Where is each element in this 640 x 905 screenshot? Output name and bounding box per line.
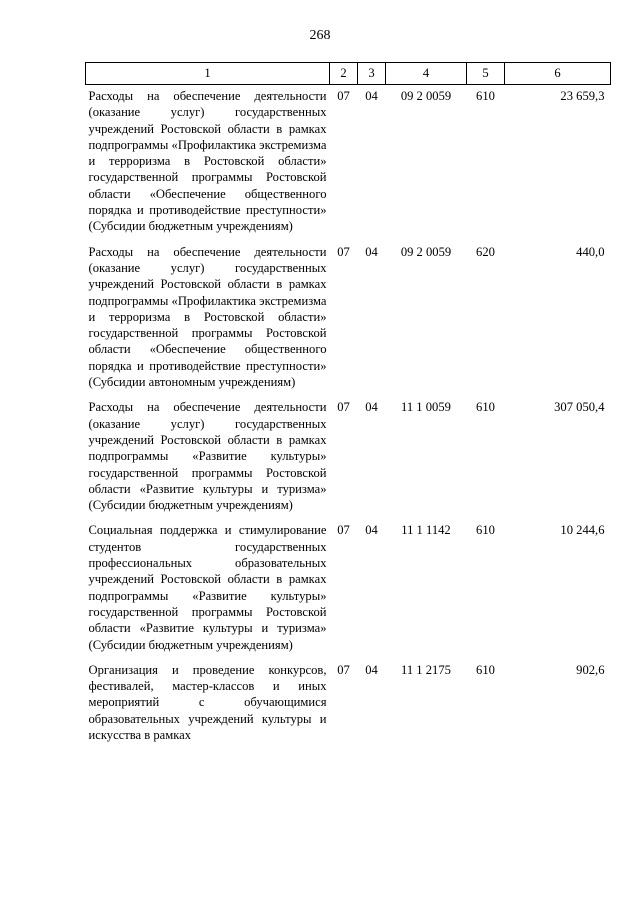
row-amount: 10 244,6 [560, 523, 605, 538]
row-description: Расходы на обеспечение деятельности (оказание услуг) государственных учреждений Ростовской области в рамках подпрограммы «Профилактика экстремизма и терроризма в Ростовской области» государственной программы Ростовской области «Обеспечение общественного порядка и противодействие преступности» (Субсидии бюджетным учреждениям) [88, 89, 327, 234]
row-amount: 440,0 [576, 244, 605, 259]
row-amount: 307 050,4 [554, 400, 605, 415]
row-section: 07 [337, 662, 350, 677]
row-target-article: 11 1 2175 [401, 662, 451, 677]
table-row [86, 238, 611, 394]
row-expense-type: 620 [476, 244, 495, 259]
row-subsection: 04 [365, 244, 378, 259]
page-number: 268 [309, 28, 331, 43]
header-col-1: 1 [86, 63, 330, 85]
row-target-article: 11 1 0059 [401, 400, 451, 415]
row-expense-type: 610 [476, 400, 495, 415]
header-col-2: 2 [330, 63, 358, 85]
header-col-5: 5 [467, 63, 505, 85]
row-section: 07 [337, 400, 350, 415]
table-row [86, 85, 611, 238]
header-col-4: 4 [386, 63, 467, 85]
header-col-6: 6 [505, 63, 611, 85]
row-target-article: 09 2 0059 [400, 89, 452, 103]
row-section: 07 [337, 523, 350, 538]
table-row [86, 656, 611, 746]
row-section: 07 [337, 89, 350, 103]
header-col-3: 3 [358, 63, 386, 85]
budget-table [85, 62, 611, 746]
row-amount: 902,6 [576, 662, 605, 677]
row-expense-type: 610 [476, 89, 495, 103]
row-description: Расходы на обеспечение деятельности (оказание услуг) государственных учреждений Ростовской области в рамках подпрограммы «Развитие культуры» государственной программы Ростовской области «Развитие культуры и туризма» (Субсидии бюджетным учреждениям) [88, 400, 327, 513]
row-expense-type: 610 [476, 523, 495, 538]
row-description: Социальная поддержка и стимулирование студентов государственных профессиональных образовательных учреждений Ростовской области в рамках подпрограммы «Развитие культуры» государственной программы Ростовской области «Развитие культуры и туризма» (Субсидии бюджетным учреждениям) [88, 523, 327, 652]
table-header-row [86, 63, 611, 85]
table-row [86, 393, 611, 516]
row-subsection: 04 [365, 662, 378, 677]
row-amount: 23 659,3 [560, 89, 605, 103]
row-description: Организация и проведение конкурсов, фестивалей, мастер-классов и иных мероприятий с обучающимися образовательных учреждений культуры и искусства в рамках [88, 662, 327, 742]
row-subsection: 04 [365, 400, 378, 415]
row-description: Расходы на обеспечение деятельности (оказание услуг) государственных учреждений Ростовской области в рамках подпрограммы «Профилактика экстремизма и терроризма в Ростовской области» государственной программы Ростовской области «Обеспечение общественного порядка и противодействие преступности» (Субсидии автономным учреждениям) [88, 244, 327, 390]
row-expense-type: 610 [476, 662, 495, 677]
table-row [86, 516, 611, 655]
row-subsection: 04 [365, 523, 378, 538]
row-target-article: 11 1 1142 [401, 523, 451, 538]
row-subsection: 04 [365, 89, 378, 103]
row-section: 07 [337, 244, 350, 259]
row-target-article: 09 2 0059 [400, 244, 452, 259]
